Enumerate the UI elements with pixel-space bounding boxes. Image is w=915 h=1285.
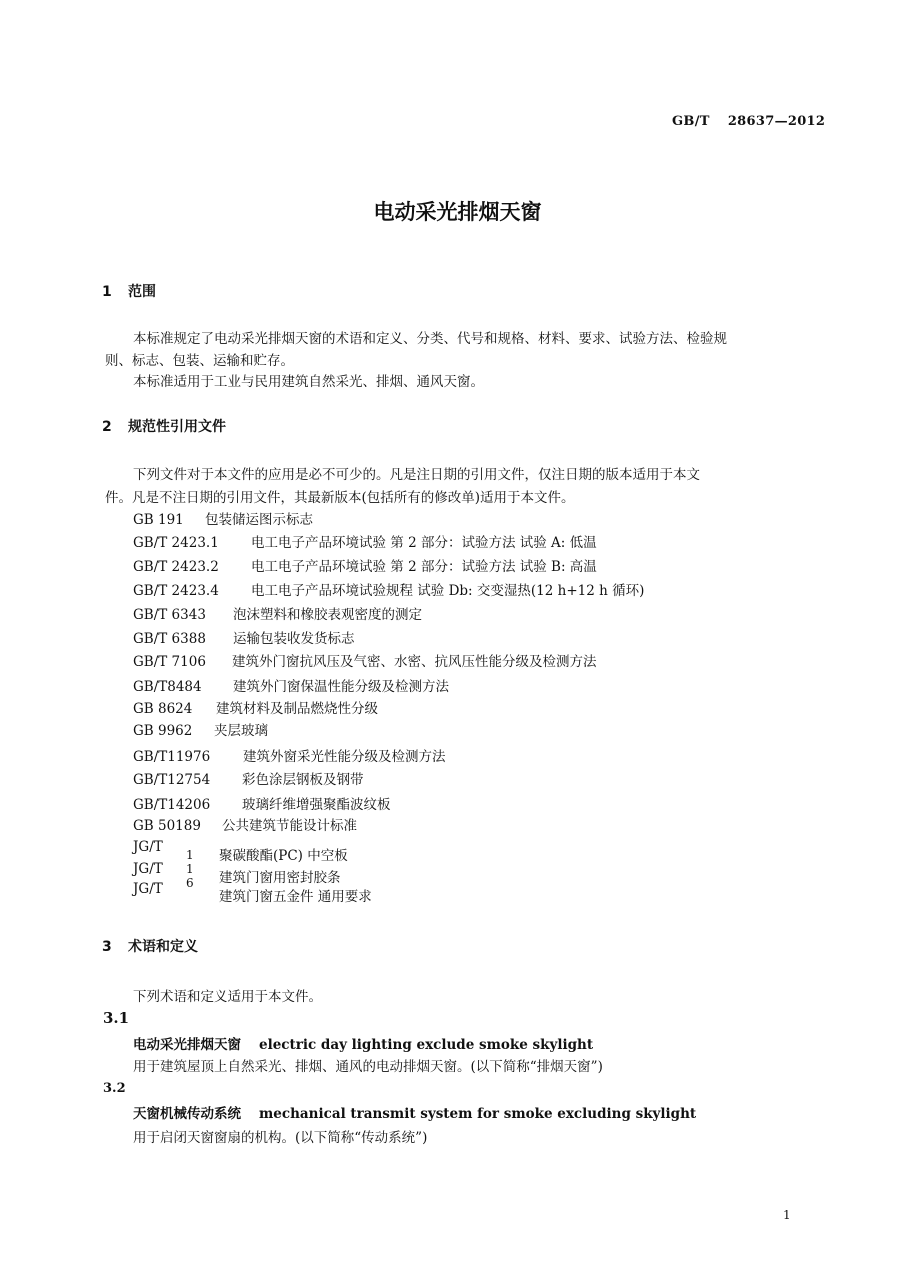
reference-title: 夹层玻璃 (214, 723, 268, 739)
reference-title: 聚碳酸酯(PC) 中空板 (219, 848, 348, 864)
reference-item (133, 814, 357, 834)
section-2-heading (102, 416, 226, 436)
standard-number: GB/T 28637—2012 (672, 114, 826, 129)
page-number: 1 (783, 1208, 791, 1222)
paragraph: 本标准规定了电动采光排烟天窗的术语和定义、分类、代号和规格、材料、要求、试验方法、检验规 (133, 331, 727, 347)
reference-code: GB/T11976 (133, 749, 211, 765)
term-number: 3.1 (103, 1009, 130, 1027)
paragraph: 件。凡是不注日期的引用文件，其最新版本(包括所有的修改单)适用于本文件。 (105, 490, 575, 506)
reference-item (133, 745, 446, 765)
reference-number-fragment: 1 (186, 862, 194, 876)
reference-title: 包装储运图示标志 (205, 512, 313, 528)
reference-code: JG/T (133, 881, 163, 897)
section-3-heading (102, 936, 198, 956)
reference-code: GB/T 2423.4 (133, 583, 219, 599)
reference-title: 电工电子产品环境试验 第 2 部分：试验方法 试验 B: 高温 (251, 559, 597, 575)
reference-item (133, 650, 597, 670)
reference-title: 玻璃纤维增强聚酯波纹板 (242, 797, 391, 813)
reference-title: 电工电子产品环境试验规程 试验 Db: 交变湿热(12 h+12 h 循环) (251, 583, 645, 599)
term-heading (133, 1033, 593, 1053)
reference-code: GB/T12754 (133, 772, 211, 788)
paragraph: 则、标志、包装、运输和贮存。 (105, 353, 294, 369)
term-zh: 天窗机械传动系统 (133, 1106, 241, 1122)
reference-title: 建筑外窗采光性能分级及检测方法 (243, 749, 446, 765)
reference-code: GB/T8484 (133, 679, 202, 695)
reference-code: GB 8624 (133, 701, 193, 717)
reference-title: 运输包装收发货标志 (233, 631, 355, 647)
section-title: 范围 (128, 284, 156, 300)
reference-code: GB 50189 (133, 818, 201, 834)
reference-code: GB 9962 (133, 723, 193, 739)
paragraph: 下列术语和定义适用于本文件。 (133, 989, 322, 1005)
reference-item (133, 793, 391, 813)
reference-code: GB/T 2423.1 (133, 535, 219, 551)
term-en: electric day lighting exclude smoke skylight (259, 1037, 594, 1053)
reference-title: 建筑外门窗保温性能分级及检测方法 (233, 679, 449, 695)
reference-code: GB/T 6343 (133, 607, 206, 623)
reference-title: 建筑材料及制品燃烧性分级 (216, 701, 378, 717)
paragraph: 下列文件对于本文件的应用是必不可少的。凡是注日期的引用文件，仅注日期的版本适用于本文 (133, 467, 700, 483)
document-title: 电动采光排烟天窗 (373, 200, 542, 224)
reference-number-fragment: 1 (186, 848, 194, 862)
reference-title: 建筑外门窗抗风压及气密、水密、抗风压性能分级及检测方法 (232, 654, 597, 670)
reference-item (133, 627, 355, 647)
reference-title: 电工电子产品环境试验 第 2 部分：试验方法 试验 A: 低温 (251, 535, 597, 551)
reference-code: GB/T14206 (133, 797, 211, 813)
section-number: 3 (102, 939, 112, 955)
reference-title: 建筑门窗用密封胶条 (219, 870, 341, 886)
section-1-heading (102, 281, 156, 301)
term-number: 3.2 (103, 1081, 126, 1096)
reference-code: JG/T (133, 839, 163, 855)
reference-code: GB/T 7106 (133, 654, 206, 670)
section-number: 1 (102, 284, 112, 300)
reference-code: JG/T (133, 861, 163, 877)
reference-code: GB/T 6388 (133, 631, 206, 647)
reference-item (133, 697, 378, 717)
reference-item (133, 555, 597, 575)
section-title: 术语和定义 (128, 939, 198, 955)
term-heading (133, 1102, 696, 1122)
reference-number-fragment: 6 (186, 876, 194, 890)
reference-item (133, 579, 644, 599)
reference-title: 彩色涂层钢板及钢带 (242, 772, 364, 788)
term-zh: 电动采光排烟天窗 (133, 1037, 241, 1053)
reference-code: GB/T 2423.2 (133, 559, 219, 575)
reference-title: 公共建筑节能设计标准 (222, 818, 357, 834)
section-number: 2 (102, 419, 112, 435)
reference-item (133, 508, 313, 528)
paragraph: 本标准适用于工业与民用建筑自然采光、排烟、通风天窗。 (133, 374, 484, 390)
reference-title: 泡沫塑料和橡胶表观密度的测定 (233, 607, 422, 623)
reference-code: GB 191 (133, 512, 184, 528)
section-title: 规范性引用文件 (128, 419, 226, 435)
reference-item (133, 603, 422, 623)
reference-item (133, 719, 268, 739)
reference-title: 建筑门窗五金件 通用要求 (219, 889, 372, 905)
term-definition: 用于建筑屋顶上自然采光、排烟、通风的电动排烟天窗。(以下简称“排烟天窗”) (133, 1059, 603, 1075)
reference-item (133, 531, 597, 551)
term-en: mechanical transmit system for smoke excluding skylight (259, 1106, 697, 1122)
reference-item (133, 768, 364, 788)
reference-item (133, 675, 449, 695)
term-definition: 用于启闭天窗窗扇的机构。(以下简称“传动系统”) (133, 1130, 428, 1146)
